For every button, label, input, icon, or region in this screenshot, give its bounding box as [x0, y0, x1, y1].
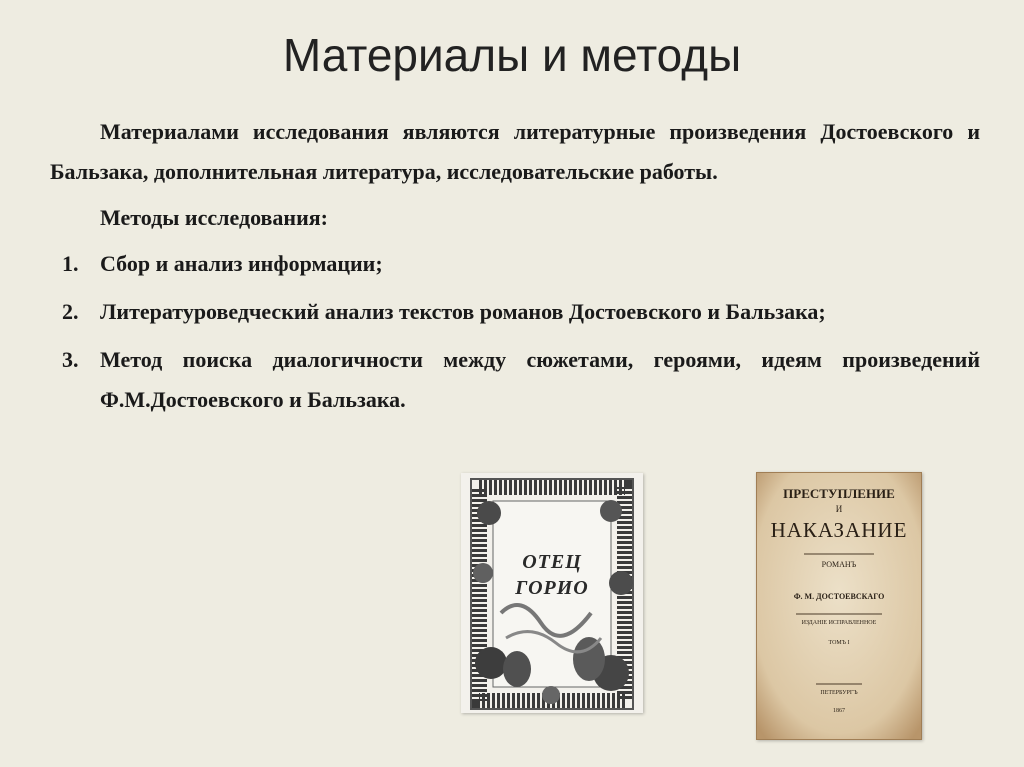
pere-goriot-cover-image	[461, 473, 643, 713]
cover-author: Ф. М. ДОСТОЕВСКАГО	[793, 592, 885, 601]
cover-genre: РОМАНЪ	[821, 560, 857, 569]
methods-heading: Методы исследования:	[100, 205, 328, 230]
method-number: 2.	[62, 299, 79, 324]
method-item	[50, 244, 980, 284]
cover-edition: ИЗДАНІЕ ИСПРАВЛЕННОЕ	[801, 620, 877, 626]
method-text: Литературоведческий анализ текстов романов Достоевского и Бальзака;	[100, 299, 826, 324]
method-text: Метод поиска диалогичности между сюжетами, героями, идеям произведений Ф.М.Достоевского и Бальзака.	[100, 347, 980, 412]
cover-volume: ТОМЪ I	[828, 640, 850, 646]
cover-conjunction: И	[835, 504, 843, 514]
method-item	[50, 340, 980, 420]
materials-paragraph: Материалами исследования являются литературные произведения Достоевского и Бальзака, дополнительная литература, исследовательские работы.	[50, 119, 980, 184]
cover-title-line: ОТЕЦ	[522, 551, 582, 573]
cover-title-line: ПРЕСТУПЛЕНИЕ	[783, 486, 895, 501]
slide-body	[50, 112, 980, 428]
method-text: Сбор и анализ информации;	[100, 251, 383, 276]
cover-title-line: НАКАЗАНИЕ	[770, 518, 908, 542]
cover-title-line: ГОРИО	[515, 577, 589, 599]
method-number: 1.	[62, 251, 79, 276]
method-item	[50, 292, 980, 332]
method-number: 3.	[62, 347, 79, 372]
methods-list	[50, 244, 980, 420]
cover-city: ПЕТЕРБУРГЪ	[820, 690, 858, 696]
slide-title: Материалы и методы	[282, 29, 742, 81]
cover-year: 1867	[833, 708, 845, 714]
crime-and-punishment-cover-image	[756, 472, 922, 740]
